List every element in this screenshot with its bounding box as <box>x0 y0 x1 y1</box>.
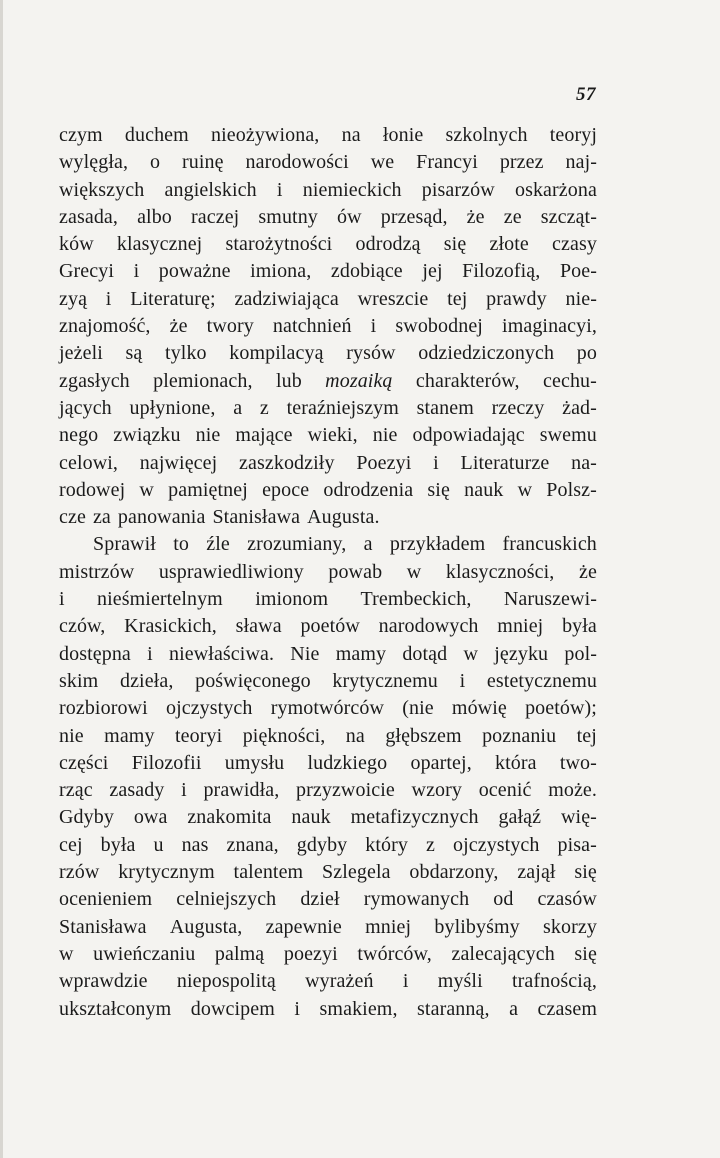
text-line: części Filozofii umysłu ludzkiego opartej, która two- <box>59 751 597 774</box>
text-line: wylęgła, o ruinę narodowości we Francyi przez naj- <box>59 151 597 174</box>
text-line: ukształconym dowcipem i smakiem, staranną, a czasem <box>59 997 597 1020</box>
text-line: ków klasycznej starożytności odrodzą się złote czasy <box>59 233 597 256</box>
text-line: zyą i Literaturę; zadziwiająca wreszcie tej prawdy nie- <box>59 287 597 310</box>
text-line: czym duchem nieożywiona, na łonie szkolnych teoryj <box>59 124 597 146</box>
text-line: ocenieniem celniejszych dzieł rymowanych od czasów <box>59 888 597 911</box>
text-line: czów, Krasickich, sława poetów narodowych mniej była <box>59 615 597 638</box>
text-line: większych angielskich i niemieckich pisarzów oskarżona <box>59 178 597 201</box>
text-line: rodowej w pamiętnej epoce odrodzenia się nauk w Polsz- <box>59 478 597 501</box>
text-line: w uwieńczaniu palmą poezyi twórców, zalecających się <box>59 942 597 965</box>
text-line: skim dzieła, poświęconego krytycznemu i estetycznemu <box>59 669 597 692</box>
text-line: wprawdzie niepospolitą wyrażeń i myśli trafnością, <box>59 970 597 993</box>
text-line: cej była u nas znana, gdyby który z ojczystych pisa- <box>59 833 597 856</box>
text-line: jących upłynione, a z teraźniejszym stanem rzeczy żad- <box>59 396 597 419</box>
page-edge <box>0 0 3 1158</box>
text-line: nie mamy teoryi piękności, na głębszem poznaniu tej <box>59 724 597 747</box>
text-line: rzów krytycznym talentem Szlegela obdarzony, zajął się <box>59 861 597 884</box>
text-line: rząc zasady i prawidła, przyzwoicie wzory ocenić może. <box>59 779 597 802</box>
body-text <box>59 122 597 1023</box>
page-number: 57 <box>576 84 596 105</box>
text-line: cze za panowania Stanisława Augusta. <box>59 506 380 529</box>
text-line: celowi, najwięcej zaszkodziły Poezyi i Literaturze na- <box>59 451 597 474</box>
text-line: nego związku nie mające wieki, nie odpowiadając swemu <box>59 424 597 447</box>
text-line: Gdyby owa znakomita nauk metafizycznych gałąź wię- <box>59 806 597 829</box>
text-line: Stanisława Augusta, zapewnie mniej bylibyśmy skorzy <box>59 915 597 938</box>
text-line: rozbiorowi ojczystych rymotwórców (nie mówię poetów); <box>59 697 597 720</box>
text-line: dostępna i niewłaściwa. Nie mamy dotąd w języku pol- <box>59 642 597 665</box>
text-line: Grecyi i poważne imiona, zdobiące jej Filozofią, Poe- <box>59 260 597 283</box>
text-line: znajomość, że twory natchnień i swobodnej imaginacyi, <box>59 315 597 338</box>
text-line: Sprawił to źle zrozumiany, a przykładem francuskich <box>93 533 597 556</box>
text-line: i nieśmiertelnym imionom Trembeckich, Naruszewi- <box>59 588 597 611</box>
text-line: jeżeli są tylko kompilacyą rysów odziedziczonych po <box>59 342 597 365</box>
text-line: mistrzów usprawiedliwiony powab w klasyczności, że <box>59 560 597 583</box>
text-line: zasada, albo raczej smutny ów przesąd, że ze szcząt- <box>59 205 597 228</box>
text-line: zgasłych plemionach, lub mozaiką charakterów, cechu- <box>59 369 597 392</box>
